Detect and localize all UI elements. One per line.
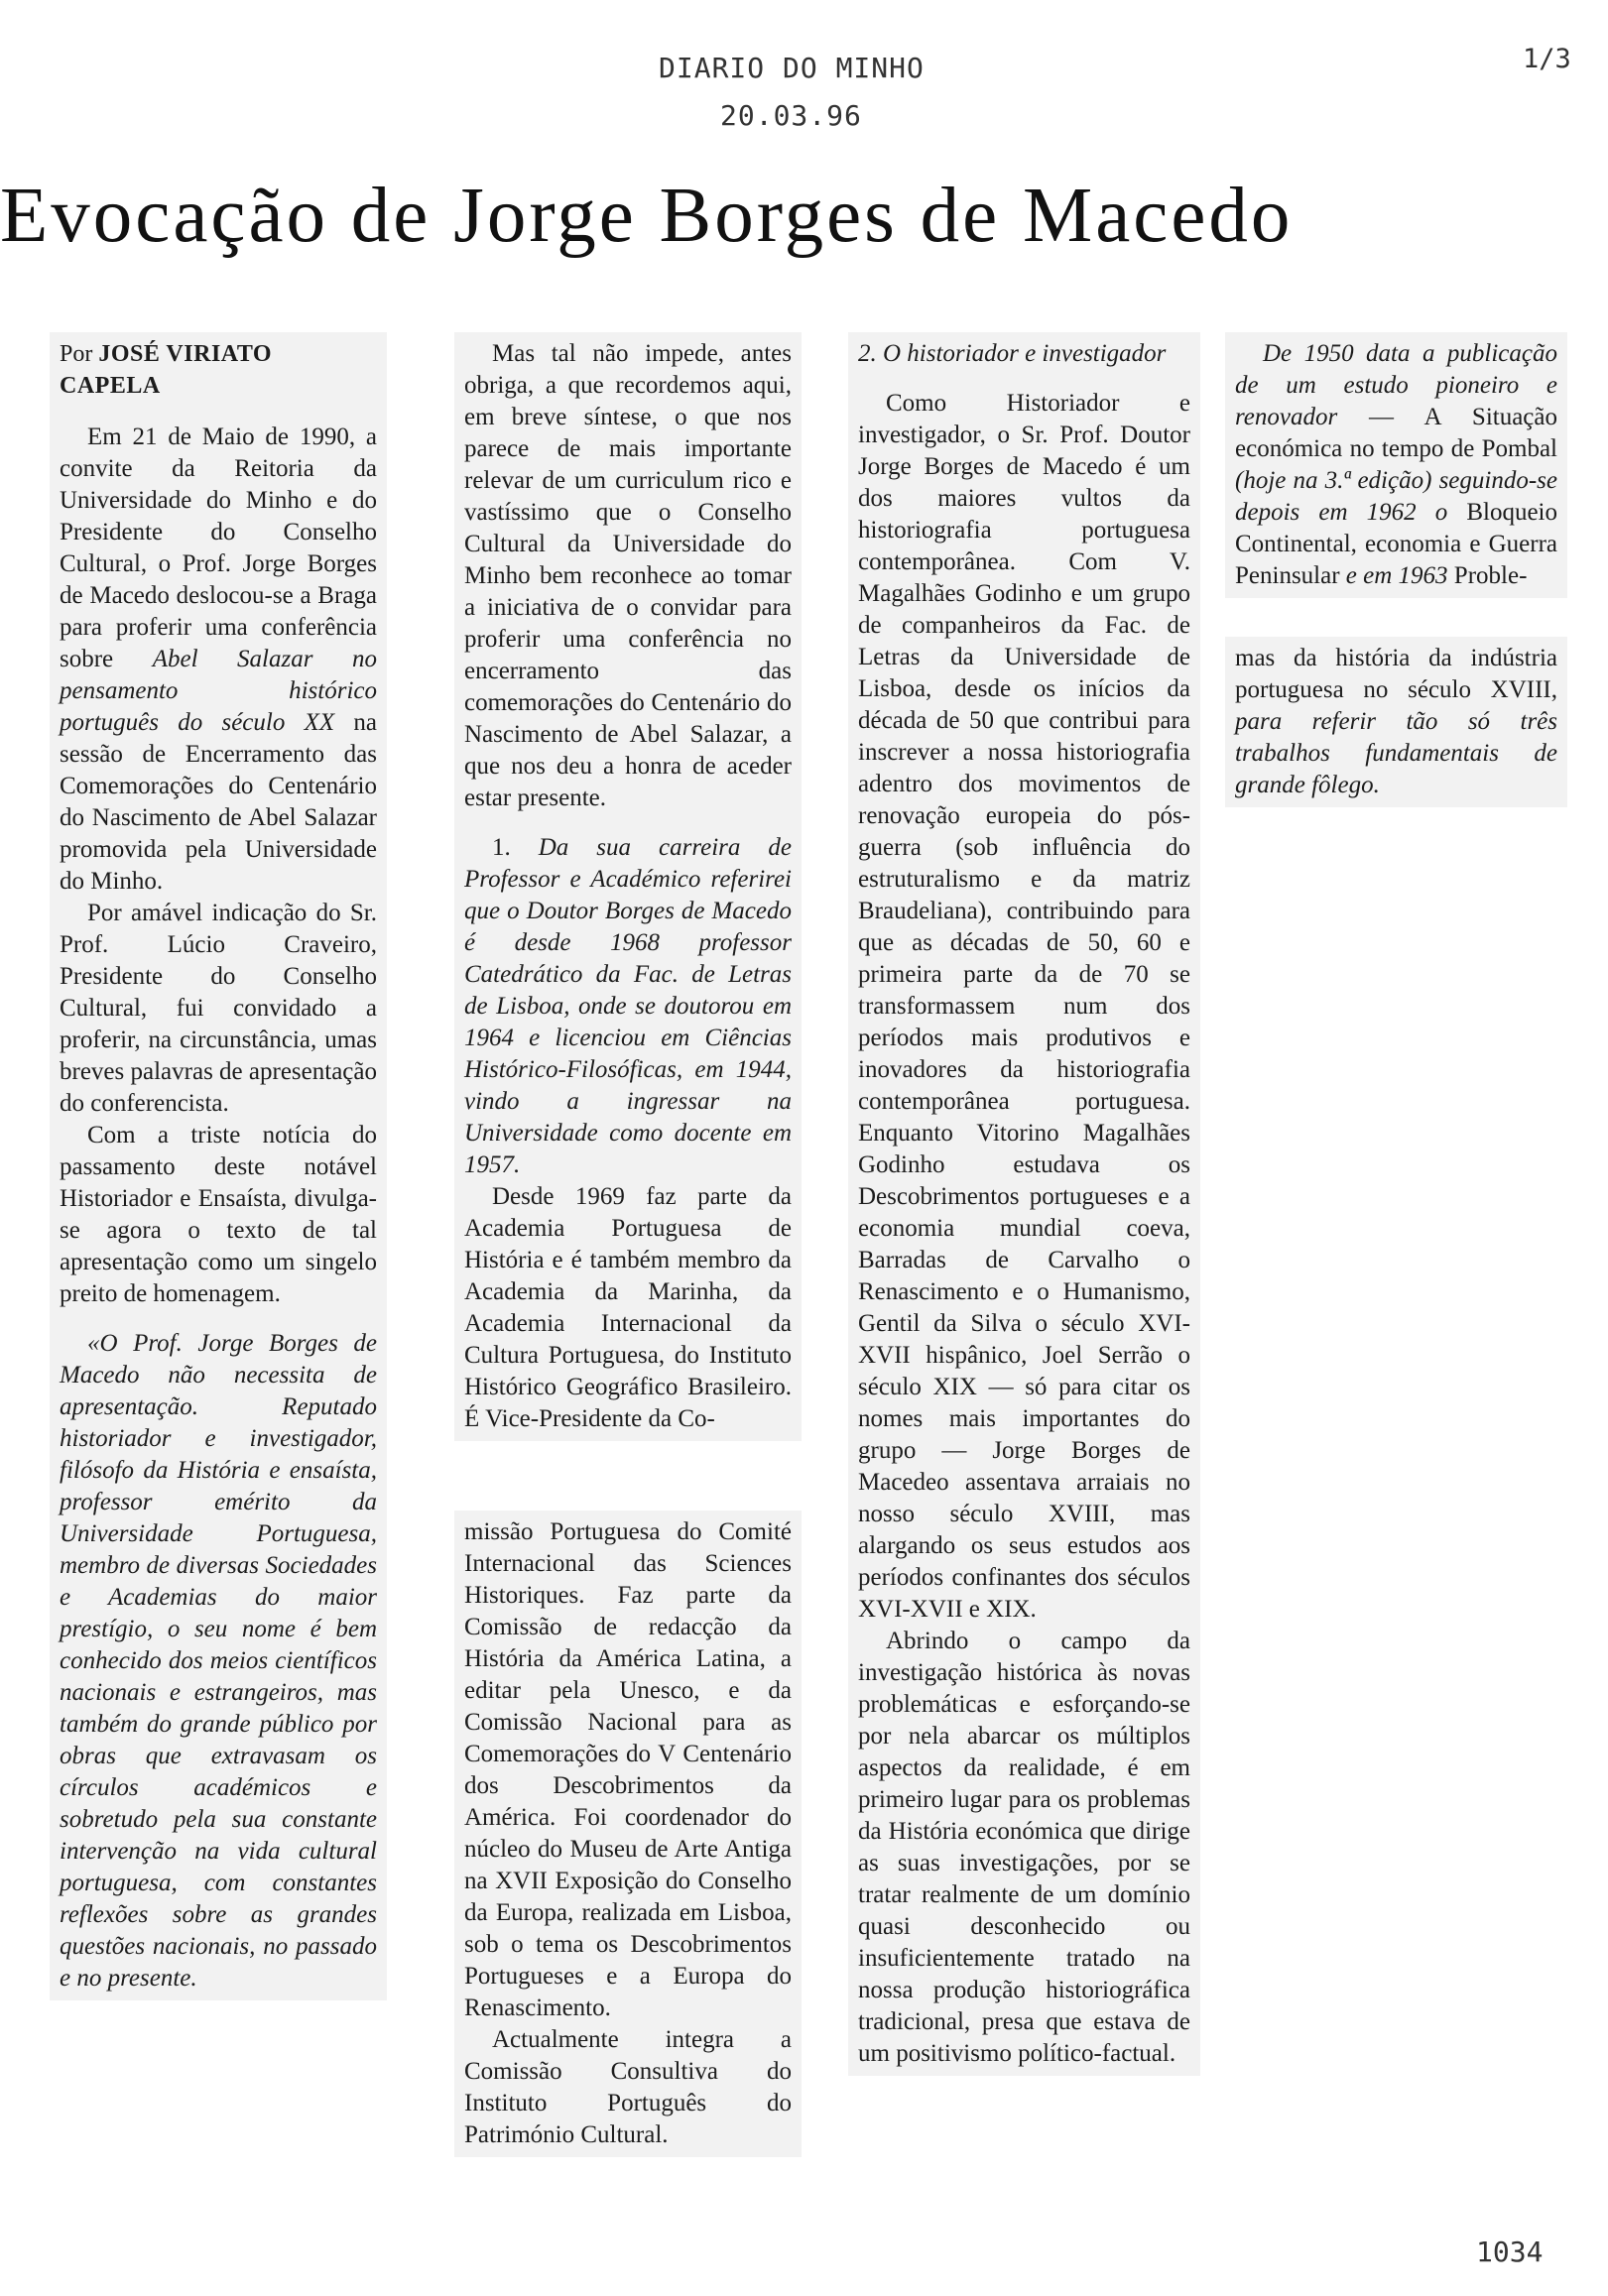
publication-date: 20.03.96 <box>720 99 862 132</box>
article-column-4-top <box>1225 332 1567 598</box>
paragraph: mas da história da indústria portuguesa no século XVIII, para referir tão só três trabalhos fundamentais de grande fôlego. <box>1235 645 1557 798</box>
paragraph: Por amável indicação do Sr. Prof. Lúcio Craveiro, Presidente do Conselho Cultural, fui convidado a proferir, na circunstância, umas breves palavras de apresentação do conferencista. <box>60 900 377 1117</box>
section-heading: 2. O historiador e investigador <box>858 340 1167 367</box>
article-column-4-bottom <box>1225 637 1567 807</box>
paragraph: missão Portuguesa do Comité Internacional das Sciences Historiques. Faz parte da Comissão de redacção da História da América Latina, a editar pela Unesco, e da Comissão Nacional para as Comemorações do V Centenário dos Descobrimentos da América. Foi coordenador do núcleo do Museu de Arte Antiga na XVII Exposição do Conselho da Europa, realizada em Lisboa, sob o tema os Descobrimentos Portugueses e a Europa do Renascimento. <box>464 1518 792 2021</box>
paragraph-quote: «O Prof. Jorge Borges de Macedo não necessita de apresentação. Reputado historiador e investigador, filósofo da História e ensaísta, professor emérito da Universidade Portuguesa, membro de diversas Sociedades e Academias do maior prestígio, o seu nome é bem conhecido dos meios científicos nacionais e estrangeiros, mas também do grande público por obras que extravasam os círculos académicos e sobretudo pela sua constante intervenção na vida cultural portuguesa, com constantes reflexões sobre as grandes questões nacionais, no passado e no presente. <box>60 1330 377 1992</box>
byline <box>60 338 377 402</box>
page-indicator: 1/3 <box>1523 44 1571 74</box>
paragraph: Desde 1969 faz parte da Academia Portuguesa de História e é também membro da Academia da Marinha, da Academia Internacional da Cultura Portuguesa, do Instituto Histórico Geográfico Brasileiro. É Vice-Presidente da Co- <box>464 1183 792 1432</box>
article-column-1 <box>50 332 387 2000</box>
newspaper-name: DIARIO DO MINHO <box>659 52 925 84</box>
paragraph: Em 21 de Maio de 1990, a convite da Reitoria da Universidade do Minho e do Presidente do Conselho Cultural, o Prof. Jorge Borges de Macedo deslocou-se a Braga para proferir uma conferência sobre Abel Salazar no pensamento histórico português do século XX na sessão de Encerramento das Comemorações do Centenário do Nascimento de Abel Salazar promovida pela Universidade do Minho. <box>60 423 378 895</box>
paragraph: 1. Da sua carreira de Professor e Académico referirei que o Doutor Borges de Macedo é desde 1968 professor Catedrático da Fac. de Letras de Lisboa, onde se doutorou em 1964 e licenciou em Ciências Histórico-Filosóficas, em 1944, vindo a ingressar na Universidade como docente em 1957. <box>464 834 793 1178</box>
article-column-2-bottom <box>454 1511 802 2157</box>
paragraph: Mas tal não impede, antes obriga, a que recordemos aqui, em breve síntese, o que nos parece de mais importante relevar de um curriculum rico e vastíssimo que o Conselho Cultural da Universidade do Minho bem reconhece ao tomar a iniciativa de o convidar para proferir uma conferência no encerramento das comemorações do Centenário do Nascimento de Abel Salazar, a que nos deu a honra de aceder estar presente. <box>464 340 792 811</box>
page-number: 1034 <box>1476 2236 1544 2268</box>
article-column-3 <box>848 332 1200 2076</box>
paragraph: Com a triste notícia do passamento deste notável Historiador e Ensaísta, divulga-se agora o texto de tal apresentação como um singelo preito de homenagem. <box>60 1122 377 1307</box>
byline-author: JOSÉ VIRIATO CAPELA <box>60 341 273 399</box>
article-headline: Evocação de Jorge Borges de Macedo <box>0 173 1294 259</box>
article-column-2-top <box>454 332 802 1441</box>
paragraph: Abrindo o campo da investigação histórica às novas problemáticas e esforçando-se por nela abarcar os múltiplos aspectos da realidade, é em primeiro lugar para os problemas da História económica que dirige as suas investigações, por se tratar realmente de um domínio quasi desconhecido ou insuficientemente tratado na nossa produção historiográfica tradicional, presa que estava de um positivismo político-factual. <box>858 1628 1190 2067</box>
paragraph: De 1950 data a publicação de um estudo pioneiro e renovador — A Situação económica no tempo de Pombal (hoje na 3.ª edição) seguindo-se depois em 1962 o Bloqueio Continental, economia e Guerra Peninsular e em 1963 Proble- <box>1235 340 1558 589</box>
byline-prefix: Por <box>60 341 93 367</box>
paragraph: Como Historiador e investigador, o Sr. Prof. Doutor Jorge Borges de Macedo é um dos maiores vultos da historiografia portuguesa contemporânea. Com V. Magalhães Godinho e um grupo de companheiros da Fac. de Letras da Universidade de Lisboa, desde os inícios da década de 50 que contribui para inscrever a nossa historiografia adentro dos movimentos de renovação europeia do pós-guerra (sob influência do estruturalismo e da matriz Braudeliana), contribuindo para que as décadas de 50, 60 e primeira parte da de 70 se transformassem num dos períodos mais produtivos e inovadores da historiografia contemporânea portuguesa. Enquanto Vitorino Magalhães Godinho estudava os Descobrimentos portugueses e a economia mundial coeva, Barradas de Carvalho o Renascimento e o Humanismo, Gentil da Silva o século XVI-XVII hispânico, Joel Serrão o século XIX — só para citar os nomes mais importantes do grupo — Jorge Borges de Macedeo assentava arraiais no nosso século XVIII, mas alargando os seus estudos aos períodos confinantes dos séculos XVI-XVII e XIX. <box>858 390 1190 1623</box>
paragraph: Actualmente integra a Comissão Consultiva do Instituto Português do Património Cultural. <box>464 2026 792 2148</box>
